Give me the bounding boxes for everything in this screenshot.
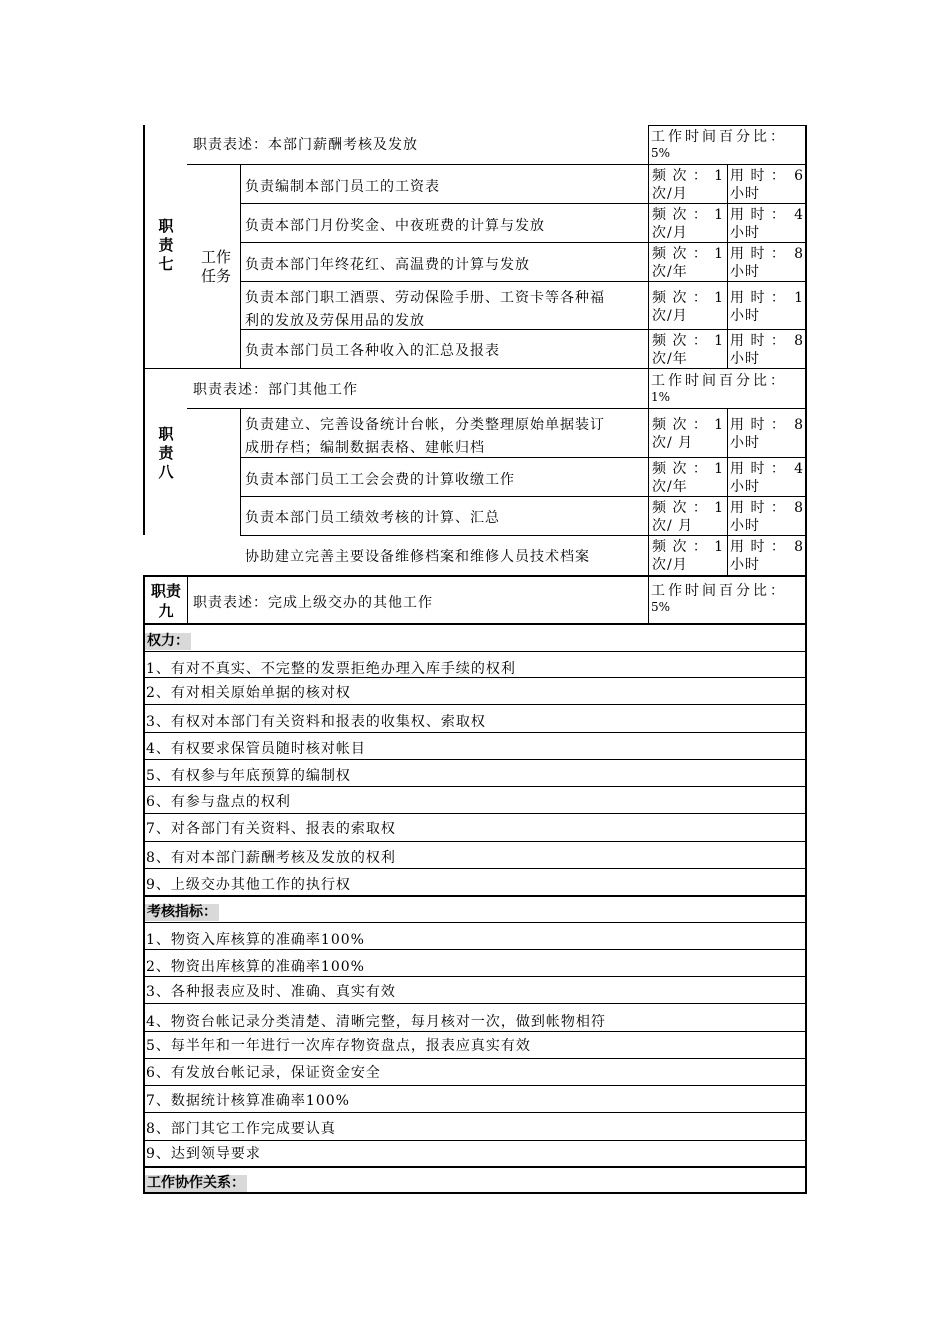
time-num: 6	[794, 168, 804, 184]
freq-unit: 次/月	[652, 308, 688, 324]
list-item: 3、各种报表应及时、准确、真实有效	[146, 984, 396, 1000]
freq-num: 1	[714, 500, 724, 516]
time-label: 用 时 ：	[730, 333, 786, 349]
duty9-statement: 职责表述：完成上级交办的其他工作	[193, 595, 433, 611]
pct-label: 工作时间百分比：	[651, 129, 787, 145]
time-label: 用 时 ：	[730, 168, 786, 184]
duty8-statement: 职责表述：部门其他工作	[193, 382, 358, 398]
list-item: 2、有对相关原始单据的核对权	[146, 685, 351, 701]
list-item: 4、有权要求保管员随时核对帐目	[146, 741, 366, 757]
list-item: 7、数据统计核算准确率100%	[146, 1093, 350, 1109]
duty7-task-label: 工作任务	[200, 248, 231, 285]
list-item: 9、达到领导要求	[146, 1146, 261, 1162]
freq-unit: 次/月	[652, 557, 688, 573]
pct-value: 5%	[651, 146, 671, 160]
list-item: 6、有参与盘点的权利	[146, 794, 291, 810]
freq-label: 频 次 ：	[652, 290, 708, 306]
freq-num: 1	[714, 461, 724, 477]
freq-label: 频 次 ：	[652, 500, 708, 516]
duty7-task-1: 负责编制本部门员工的工资表	[245, 179, 440, 195]
freq-label: 频 次 ：	[652, 417, 708, 433]
duty9-pct	[651, 582, 803, 614]
freq-unit: 次/ 月	[652, 435, 694, 451]
time-label: 用 时 ：	[730, 461, 786, 477]
time-unit: 小时	[730, 264, 760, 280]
pct-value: 5%	[651, 600, 671, 614]
time-label: 用 时 ：	[730, 500, 786, 516]
duty7-task-3: 负责本部门年终花红、高温费的计算与发放	[245, 257, 530, 273]
time-num: 8	[794, 500, 804, 516]
freq-unit: 次/ 月	[652, 518, 694, 534]
freq-num: 1	[714, 417, 724, 433]
time-unit: 小时	[730, 479, 760, 495]
pct-label: 工作时间百分比：	[651, 373, 787, 389]
kpi-header: 考核指标：	[147, 904, 217, 920]
time-num: 8	[794, 246, 804, 262]
list-item: 5、每半年和一年进行一次库存物资盘点，报表应真实有效	[146, 1038, 531, 1054]
freq-label: 频 次 ：	[652, 168, 708, 184]
pct-label: 工作时间百分比：	[651, 583, 787, 599]
duty8-label: 职责八	[158, 425, 174, 481]
time-unit: 小时	[730, 557, 760, 573]
time-unit: 小时	[730, 351, 760, 367]
duty9-label	[146, 581, 186, 621]
freq-num: 1	[714, 168, 724, 184]
time-label: 用 时 ：	[730, 539, 786, 555]
duty7-task-4: 负责本部门职工酒票、劳动保险手册、工资卡等各种福	[245, 290, 605, 306]
duty7-label: 职责七	[158, 217, 174, 273]
time-num: 4	[794, 461, 804, 477]
list-item: 8、部门其它工作完成要认真	[146, 1121, 336, 1137]
freq-unit: 次/月	[652, 225, 688, 241]
time-num: 8	[794, 417, 804, 433]
duty9-label-line2: 九	[158, 602, 174, 620]
duty9-label-line1: 职责	[150, 582, 181, 600]
freq-label: 频 次 ：	[652, 333, 708, 349]
duty7-task-4-line2: 利的发放及劳保用品的发放	[245, 313, 425, 329]
time-label: 用 时 ：	[730, 246, 786, 262]
list-item: 5、有权参与年底预算的编制权	[146, 768, 351, 784]
cooperation-header: 工作协作关系：	[147, 1175, 245, 1191]
duty7-pct	[651, 128, 803, 160]
list-item: 1、有对不真实、不完整的发票拒绝办理入库手续的权利	[146, 661, 516, 677]
duty7-statement: 职责表述：本部门薪酬考核及发放	[193, 137, 418, 153]
list-item: 7、对各部门有关资料、报表的索取权	[146, 821, 396, 837]
time-unit: 小时	[730, 225, 760, 241]
time-num: 4	[794, 207, 804, 223]
list-item: 3、有权对本部门有关资料和报表的收集权、索取权	[146, 714, 486, 730]
time-unit: 小时	[730, 186, 760, 202]
time-unit: 小时	[730, 435, 760, 451]
list-item: 6、有发放台帐记录，保证资金安全	[146, 1065, 381, 1081]
time-unit: 小时	[730, 518, 760, 534]
time-num: 8	[794, 539, 804, 555]
powers-header: 权力：	[147, 633, 189, 649]
list-item: 9、上级交办其他工作的执行权	[146, 877, 351, 893]
freq-label: 频 次 ：	[652, 207, 708, 223]
freq-num: 1	[714, 207, 724, 223]
pct-value: 1%	[651, 390, 671, 404]
duty8-task-2: 负责本部门员工工会会费的计算收缴工作	[245, 472, 515, 488]
list-item: 2、物资出库核算的准确率100%	[146, 959, 365, 975]
freq-unit: 次/年	[652, 264, 688, 280]
list-item: 4、物资台帐记录分类清楚、清晰完整，每月核对一次，做到帐物相符	[146, 1014, 606, 1030]
freq-label: 频 次 ：	[652, 461, 708, 477]
time-label: 用 时 ：	[730, 207, 786, 223]
duty7-task-2: 负责本部门月份奖金、中夜班费的计算与发放	[245, 218, 545, 234]
time-num: 8	[794, 333, 804, 349]
time-label: 用 时 ：	[730, 290, 786, 306]
freq-num: 1	[714, 290, 724, 306]
freq-num: 1	[714, 333, 724, 349]
duty8-task-1-line2: 成册存档；编制数据表格、建帐归档	[245, 440, 485, 456]
freq-num: 1	[714, 539, 724, 555]
duty8-task-4: 协助建立完善主要设备维修档案和维修人员技术档案	[245, 549, 590, 565]
freq-num: 1	[714, 246, 724, 262]
freq-unit: 次/年	[652, 351, 688, 367]
time-label: 用 时 ：	[730, 417, 786, 433]
duty8-pct	[651, 372, 803, 404]
freq-label: 频 次 ：	[652, 539, 708, 555]
list-item: 1、物资入库核算的准确率100%	[146, 932, 365, 948]
freq-unit: 次/月	[652, 186, 688, 202]
time-unit: 小时	[730, 308, 760, 324]
freq-label: 频 次 ：	[652, 246, 708, 262]
list-item: 8、有对本部门薪酬考核及发放的权利	[146, 850, 396, 866]
duty8-task-3: 负责本部门员工绩效考核的计算、汇总	[245, 510, 500, 526]
duty7-task-5: 负责本部门员工各种收入的汇总及报表	[245, 343, 500, 359]
time-num: 1	[794, 290, 804, 306]
duty8-task-1: 负责建立、完善设备统计台帐，分类整理原始单据装订	[245, 417, 605, 433]
freq-unit: 次/年	[652, 479, 688, 495]
